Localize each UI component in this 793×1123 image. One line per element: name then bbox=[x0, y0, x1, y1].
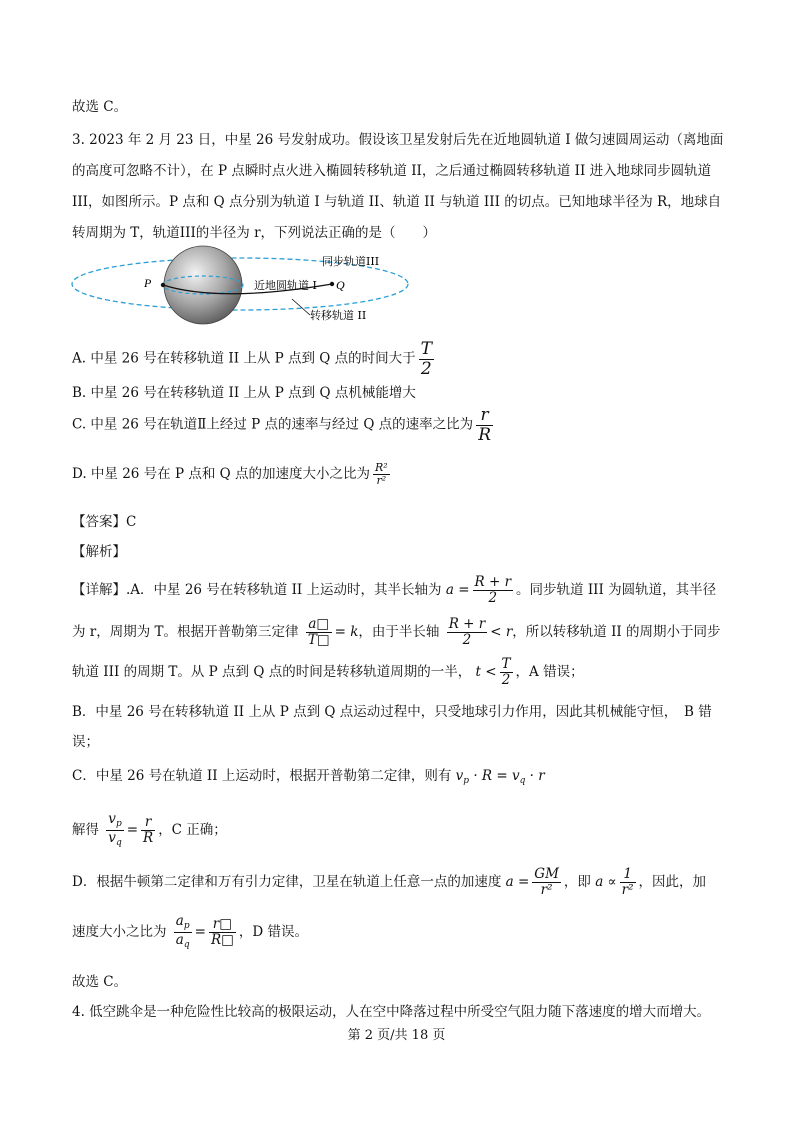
option-a-fraction: $\frac{T}{2}$ bbox=[420, 339, 432, 379]
detail-a-line-3: 轨道 III 的周期 T。从 P 点到 Q 点的时间是转移轨道周期的一半， t < $\frac{T}{2}$ ，A 错误； bbox=[72, 656, 584, 688]
orbit-figure bbox=[70, 245, 410, 329]
question-line-1: 3. 2023 年 2 月 23 日，中星 26 号发射成功。假设该卫星发射后先在近地圆轨道 I 做匀速圆周运动（离地面 bbox=[72, 132, 724, 148]
answer-label: 【答案】C bbox=[72, 514, 137, 530]
detail-d-line-2: 速度大小之比为 $\frac{a_p}{a_q}$ = $\frac{r□}{R□}$ ，D 错误。 bbox=[72, 913, 308, 950]
time-fraction: $\frac{T}{2}$ bbox=[501, 656, 511, 688]
acceleration-ratio-fraction: $\frac{a_p}{a_q}$ bbox=[175, 913, 190, 950]
kepler-third-fraction: $\frac{a□}{T□}$ bbox=[307, 616, 330, 648]
option-d-text: D. 中星 26 号在 P 点和 Q 点的加速度大小之比为 bbox=[72, 466, 371, 482]
question-line-3: III，如图所示。P 点和 Q 点分别为轨道 I 与轨道 II、轨道 II 与轨道 III 的切点。已知地球半径为 R，地球自 bbox=[72, 194, 722, 210]
proportional-fraction: $\frac{1}{\text{r²}}$ bbox=[621, 866, 634, 898]
option-c-fraction: $\frac{r}{R}$ bbox=[478, 405, 491, 445]
analysis-label: 【解析】 bbox=[72, 544, 126, 560]
previous-answer: 故选 C。 bbox=[72, 99, 128, 115]
semi-major-axis-fraction: $\frac{R + r}{2}$ bbox=[474, 574, 512, 606]
question-line-4: 转周期为 T，轨道III的半径为 r，下列说法正确的是（ ） bbox=[72, 225, 437, 241]
detail-b-line-1: B．中星 26 号在转移轨道 II 上从 P 点到 Q 点运动过程中，只受地球引力作用，因此其机械能守恒， B 错 bbox=[72, 704, 712, 720]
label-near-orbit: 近地圆轨道 I bbox=[254, 279, 317, 292]
option-d bbox=[72, 456, 393, 492]
semi-major-axis-compare-fraction: $\frac{R + r}{2}$ bbox=[448, 616, 486, 648]
earth bbox=[164, 246, 242, 324]
point-q bbox=[330, 282, 334, 286]
detail-c-line-1: C．中星 26 号在轨道 II 上运动时，根据开普勒第二定律，则有 $v_p \cdot R = v_q \cdot r$ bbox=[72, 768, 545, 786]
acceleration-fraction: $\frac{GM}{\text{r²}}$ bbox=[534, 866, 559, 898]
option-d-fraction: $\frac{\text{R²}}{\text{r²}}$ bbox=[375, 460, 388, 487]
option-b: B. 中星 26 号在转移轨道 II 上从 P 点到 Q 点机械能增大 bbox=[72, 385, 416, 401]
option-a-text: A. 中星 26 号在转移轨道 II 上从 P 点到 Q 点的时间大于 bbox=[72, 350, 416, 367]
label-q: Q bbox=[336, 278, 345, 292]
option-a bbox=[72, 340, 437, 378]
detail-b-line-2: 误； bbox=[72, 734, 99, 750]
question-line-2: 的高度可忽略不计），在 P 点瞬时点火进入椭圆转移轨道 II，之后通过椭圆转移轨道 II 进入地球同步圆轨道 bbox=[72, 163, 712, 179]
point-p bbox=[161, 283, 165, 287]
final-answer: 故选 C。 bbox=[72, 974, 128, 990]
transfer-pointer bbox=[292, 299, 310, 315]
velocity-ratio-fraction: $\frac{v_p}{v_q}$ bbox=[108, 811, 122, 848]
radius-ratio-fraction: $\frac{r}{R}$ bbox=[143, 814, 154, 846]
detail-a-line-2: 为 r，周期为 T。根据开普勒第三定律 $\frac{a□}{T□}$ = k，由于半长轴 $\frac{R + r}{2}$ < r，所以转移轨道 II 的周期小于同步 bbox=[72, 616, 721, 648]
option-c bbox=[72, 406, 496, 444]
detail-c-line-2: 解得 $\frac{v_p}{v_q}$ = $\frac{r}{R}$ ，C 正确； bbox=[72, 811, 227, 848]
detail-d-line-1: D．根据牛顿第二定律和万有引力定律，卫星在轨道上任意一点的加速度 a = $\frac{GM}{\text{r²}}$ ，即 a ∝ $\frac{1}{\text{r²}}$ ，因此，加 bbox=[72, 866, 707, 898]
option-c-text: C. 中星 26 号在轨道Ⅱ上经过 P 点的速率与经过 Q 点的速率之比为 bbox=[72, 416, 474, 433]
label-transfer-orbit: 转移轨道 II bbox=[310, 309, 367, 322]
kepler-second-equation: $v_p \cdot R = v_q \cdot r$ bbox=[455, 768, 545, 786]
page-footer: 第 2 页/共 18 页 bbox=[347, 1028, 446, 1043]
label-p: P bbox=[144, 276, 152, 290]
question-4: 4. 低空跳伞是一种危险性比较高的极限运动，人在空中降落过程中所受空气阻力随下落速度的增大而增大。 bbox=[72, 1004, 711, 1020]
detail-a-line-1: 【详解】.A．中星 26 号在转移轨道 II 上运动时，其半长轴为 a = $\frac{R + r}{2}$ 。同步轨道 III 为圆轨道，其半径 bbox=[72, 574, 717, 606]
label-sync-orbit: 同步轨道III bbox=[322, 255, 380, 268]
radius-squared-ratio-fraction: $\frac{r□}{R□}$ bbox=[210, 916, 234, 948]
